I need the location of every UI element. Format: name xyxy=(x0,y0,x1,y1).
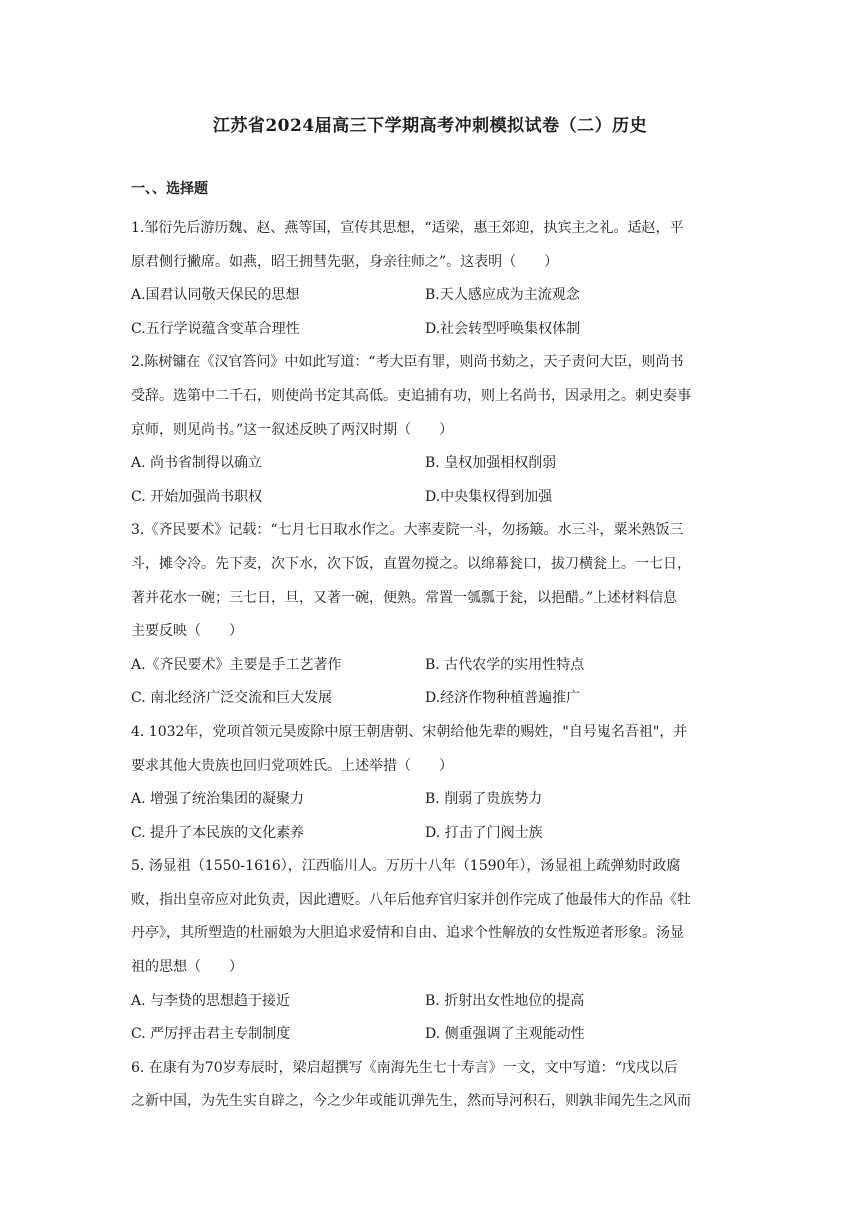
question-stem-line: 5. 汤显祖（1550-1616），江西临川人。万历十八年（1590年），汤显祖上疏弹劾时政腐 xyxy=(131,858,681,875)
exam-title: 江苏省2024届高三下学期高考冲刺模拟试卷（二）历史 xyxy=(212,116,648,136)
question-stem-line: 斗，摊令冷。先下麦，次下水，次下饭，直置勿搅之。以绵幕瓮口，拔刀横瓮上。一七日， xyxy=(131,555,691,572)
option-row xyxy=(131,682,731,716)
question-stem-line: 京师，则见尚书。”这一叙述反映了两汉时期（ ） xyxy=(131,421,454,438)
section-heading: 一、、选择题 xyxy=(131,181,208,197)
answer-option: B. 削弱了贵族势力 xyxy=(425,791,543,808)
answer-option: B. 古代农学的实用性特点 xyxy=(425,656,585,673)
question-stem-line: 要求其他大贵族也回归党项姓氏。上述举措（ ） xyxy=(131,757,453,774)
answer-option: D.社会转型呼唤集权体制 xyxy=(425,320,581,337)
answer-option: A. 增强了统治集团的凝聚力 xyxy=(131,791,305,808)
option-row xyxy=(131,649,731,683)
question-stem-line: 败，指出皇帝应对此负责，因此遭贬。八年后他弃官归家并创作完成了他最伟大的作品《牡 xyxy=(131,891,691,908)
answer-option: A. 尚书省制得以确立 xyxy=(131,455,263,472)
option-row xyxy=(131,1018,731,1052)
question-stem-line: 2.陈树镛在《汉官答问》中如此写道：“考大臣有罪，则尚书劾之，天子责问大臣，则尚书 xyxy=(131,354,684,371)
question-stem-line: 1.邹衍先后游历魏、赵、燕等国，宣传其思想，“适梁，惠王郊迎，执宾主之礼。适赵，平 xyxy=(131,220,684,236)
option-row xyxy=(131,279,731,313)
answer-option: C. 开始加强尚书职权 xyxy=(131,488,263,505)
question-stem-line: 祖的思想（ ） xyxy=(131,959,243,976)
question-stem-line: 3.《齐民要术》记载：“七月七日取水作之。大率麦院一斗，勿扬簸。水三斗，粟米熟饭三 xyxy=(131,522,684,539)
question-stem-line: 著并花水一碗；三七日，旦，又著一碗，便熟。常置一瓠瓢于瓮，以挹醋。”上述材料信息 xyxy=(131,589,678,606)
question-block xyxy=(131,1052,731,1119)
answer-option: D.中央集权得到加强 xyxy=(425,488,553,505)
option-row xyxy=(131,313,731,347)
answer-option: D.经济作物种植普遍推广 xyxy=(425,690,581,707)
question-stem-line: 受辞。选第中二千石，则使尚书定其高低。吏追捕有功，则上名尚书，因录用之。刺史奏事 xyxy=(131,387,691,404)
answer-option: D. 侧重强调了主观能动性 xyxy=(425,1026,585,1043)
option-row xyxy=(131,481,731,515)
question-stem-line: 6. 在康有为70岁寿辰时，梁启超撰写《南海先生七十寿言》一文，文中写道：“戊戌以后 xyxy=(131,1059,678,1076)
question-list xyxy=(131,212,731,1119)
question-block xyxy=(131,514,731,716)
question-stem-line: 4. 1032年，党项首领元昊废除中原王朝唐朝、宋朝给他先辈的赐姓，"自号嵬名吾祖"，并 xyxy=(131,723,688,740)
question-block xyxy=(131,346,731,514)
answer-option: B. 皇权加强相权削弱 xyxy=(425,455,557,472)
option-row xyxy=(131,447,731,481)
option-row xyxy=(131,817,731,851)
question-block xyxy=(131,850,731,1052)
answer-option: C. 南北经济广泛交流和巨大发展 xyxy=(131,690,333,707)
answer-option: B.天人感应成为主流观念 xyxy=(425,287,580,304)
answer-option: A.国君认同敬天保民的思想 xyxy=(131,287,300,304)
answer-option: A. 与李贽的思想趋于接近 xyxy=(131,992,291,1009)
option-row xyxy=(131,985,731,1019)
answer-option: C. 提升了本民族的文化素养 xyxy=(131,824,305,841)
question-stem-line: 之新中国，为先生实自辟之，今之少年或能讥弹先生，然而导河积石，则孰非闻先生之风而 xyxy=(131,1093,691,1110)
question-stem-line: 丹亭》，其所塑造的杜丽娘为大胆追求爱情和自由、追求个性解放的女性叛逆者形象。汤显 xyxy=(131,925,684,942)
answer-option: D. 打击了门阀士族 xyxy=(425,824,543,841)
answer-option: A.《齐民要术》主要是手工艺著作 xyxy=(131,656,342,673)
answer-option: C.五行学说蕴含变革合理性 xyxy=(131,320,300,337)
question-stem-line: 原君侧行撇席。如燕，昭王拥彗先驱，身亲往师之”。这表明（ ） xyxy=(131,253,559,270)
question-block xyxy=(131,716,731,850)
question-block xyxy=(131,212,731,346)
question-stem-line: 主要反映（ ） xyxy=(131,623,243,640)
answer-option: C. 严厉抨击君主专制制度 xyxy=(131,1026,291,1043)
option-row xyxy=(131,783,731,817)
answer-option: B. 折射出女性地位的提高 xyxy=(425,992,585,1009)
